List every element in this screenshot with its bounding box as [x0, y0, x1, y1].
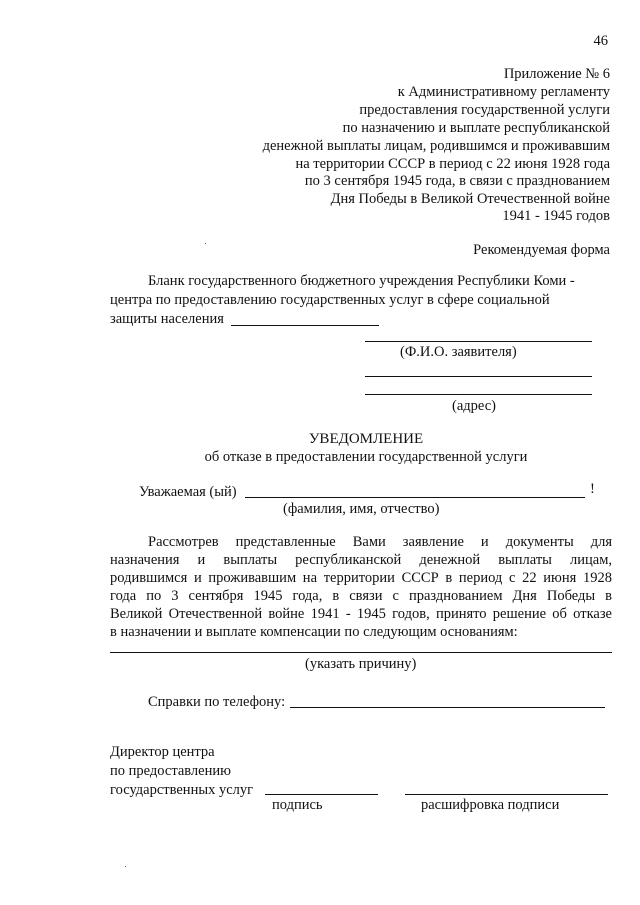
blank-line: защиты населения	[110, 311, 224, 327]
body-line: Великой Отечественной войне 1941 - 1945 годов, принято решение об отказе	[110, 606, 612, 622]
header-line: по 3 сентября 1945 года, в связи с празднованием	[304, 173, 610, 189]
reason-label: (указать причину)	[305, 656, 417, 672]
director-line: государственных услуг	[110, 782, 254, 798]
header-line: по назначению и выплате республиканской	[342, 120, 610, 136]
applicant-address-field-2[interactable]	[365, 394, 592, 395]
address-label: (адрес)	[452, 398, 496, 414]
header-line: предоставления государственной услуги	[359, 102, 610, 118]
recipient-name-caption: (фамилия, имя, отчество)	[283, 501, 440, 517]
applicant-fio-field[interactable]	[365, 341, 592, 342]
applicant-address-field-1[interactable]	[365, 376, 592, 377]
header-line: Приложение № 6	[503, 66, 610, 82]
blank-line: центра по предоставлению государственных услуг в сфере социальной	[110, 292, 550, 308]
body-line: года по 3 сентября 1945 года, в связи с празднованием Дня Победы в	[110, 588, 612, 604]
phone-field[interactable]	[290, 707, 605, 708]
scan-speck	[125, 866, 126, 867]
header-line: к Административному регламенту	[397, 84, 610, 100]
notice-subtitle: об отказе в предоставлении государственной услуги	[204, 449, 528, 465]
header-line: денежной выплаты лицам, родившимся и проживавшим	[262, 138, 610, 154]
director-line: Директор центра	[110, 744, 215, 760]
scan-speck	[205, 243, 206, 244]
signature-field[interactable]	[265, 794, 378, 795]
recommended-form-label: Рекомендуемая форма	[473, 242, 610, 258]
greeting-exclamation: !	[590, 481, 595, 497]
body-line: Рассмотрев представленные Вами заявление и документы для	[148, 534, 612, 550]
director-line: по предоставлению	[110, 763, 231, 779]
greeting-prefix: Уважаемая (ый)	[139, 484, 237, 500]
recipient-name-field[interactable]	[245, 497, 585, 498]
body-line: назначения и выплаты республиканской денежной выплаты лицам,	[110, 552, 612, 568]
header-line: Дня Победы в Великой Отечественной войне	[330, 191, 610, 207]
page-number: 46	[593, 33, 608, 49]
signature-decode-label: расшифровка подписи	[421, 797, 560, 813]
department-blank-field[interactable]	[231, 325, 379, 326]
notice-title: УВЕДОМЛЕНИЕ	[308, 431, 424, 447]
reason-field[interactable]	[110, 652, 612, 653]
header-line: 1941 - 1945 годов	[502, 208, 610, 224]
signature-decode-field[interactable]	[405, 794, 608, 795]
body-line: родившимся и проживавшим на территории СССР в период с 22 июня 1928	[110, 570, 612, 586]
body-line: в назначении и выплате компенсации по следующим основаниям:	[110, 624, 518, 640]
blank-line: Бланк государственного бюджетного учреждения Республики Коми -	[148, 273, 575, 289]
phone-label: Справки по телефону:	[148, 694, 286, 710]
header-line: на территории СССР в период с 22 июня 1928 года	[295, 156, 610, 172]
signature-label: подпись	[272, 797, 323, 813]
applicant-fio-label: (Ф.И.О. заявителя)	[400, 344, 517, 360]
